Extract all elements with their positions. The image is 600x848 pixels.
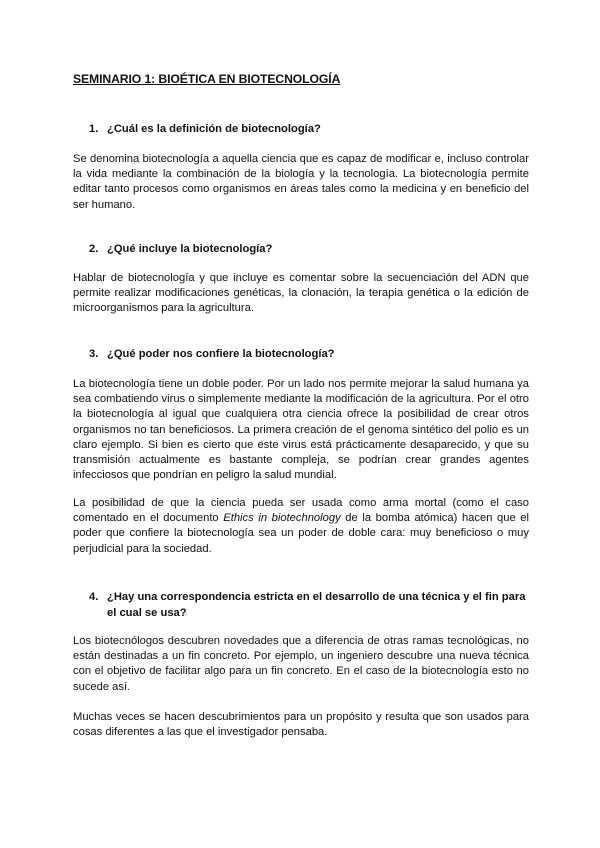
document-title: SEMINARIO 1: BIOÉTICA EN BIOTECNOLOGÍA (73, 72, 341, 86)
section-3-paragraph-1 (73, 377, 529, 483)
paragraph-line: cosas diferentes a las que el investigador pensaba. (73, 726, 328, 739)
section-question-continuation: el cual se usa? (107, 607, 187, 619)
section-2-heading (89, 241, 529, 257)
paragraph-line: microorganismos para la agricultura. (73, 302, 254, 315)
paragraph-line: permite realizar modificaciones genéticas, la clonación, la terapia genética o la edición de (73, 287, 529, 300)
paragraph-line: están destinadas a un fin concreto. Por ejemplo, un ingeniero descubre una nueva técnica (73, 650, 529, 663)
text-run: comentado en el documento (73, 512, 224, 525)
paragraph-line: ser humano. (73, 198, 136, 211)
section-number: 1. (89, 123, 99, 135)
text-run: de la bomba atómica) hacen que el (340, 512, 529, 525)
document-citation: Ethics in biotechnology (223, 512, 341, 525)
paragraph-line: Muchas veces se hacen descubrimientos para un propósito y resulta que son usados para (73, 711, 529, 723)
paragraph-line: Se denomina biotecnología a aquella ciencia que es capaz de modificar e, incluso controlar (73, 153, 529, 165)
section-2-paragraph-1 (73, 271, 529, 317)
section-3-heading (89, 346, 529, 362)
paragraph-line: con el objetivo de facilitar algo para un fin concreto. En el caso de la biotecnología esto no (73, 665, 529, 678)
section-question: ¿Qué poder nos confiere la biotecnología? (107, 348, 335, 360)
paragraph-line: la biotecnología al igual que cualquiera otra ciencia ofrece la posibilidad de crear otros (73, 408, 529, 421)
paragraph-line: editar tanto procesos como organismos en áreas tales como la medicina y en beneficio del (73, 183, 529, 196)
paragraph-line: Hablar de biotecnología y que incluye es comentar sobre la secuenciación del ADN que (73, 272, 529, 284)
section-4-paragraph-1 (73, 634, 529, 695)
paragraph-line: organismos no tan beneficiosos. La primera creación de el genoma sintético del polio es un (73, 423, 529, 436)
section-1-paragraph-1 (73, 152, 529, 213)
paragraph-line-mixed (73, 511, 529, 526)
section-question: ¿Cuál es la definición de biotecnología? (107, 123, 321, 135)
section-question: ¿Hay una correspondencia estricta en el desarrollo de una técnica y el fin para (107, 591, 526, 603)
paragraph-line: la vida mediante la combinación de la biología y la tecnología. La biotecnología permite (73, 168, 529, 181)
paragraph-line: sucede así. (73, 680, 131, 693)
paragraph-line: infecciosos que pondrían en peligro la salud mundial. (73, 469, 337, 482)
section-4-heading (89, 589, 539, 621)
paragraph-line: sea combatiendo virus o simplemente mediante la modificación de la agricultura. Por el otro (73, 393, 529, 406)
section-1-heading (89, 121, 529, 137)
section-question: ¿Qué incluye la biotecnología? (107, 243, 273, 255)
paragraph-line: claro ejemplo. Si bien es cierto que este virus está prácticamente desaparecido, y que su (73, 438, 529, 451)
paragraph-line: perjudicial para la sociedad. (73, 542, 212, 555)
section-number: 3. (89, 348, 99, 360)
section-4-paragraph-2 (73, 710, 529, 740)
paragraph-line: transmisión actualmente es bastante compleja, se podrían crear grandes agentes (73, 454, 529, 467)
section-3-paragraph-2 (73, 496, 529, 557)
paragraph-line: Los biotecnólogos descubren novedades que a diferencia de otras ramas tecnológicas, no (73, 635, 529, 647)
paragraph-line: La biotecnología tiene un doble poder. Por un lado nos permite mejorar la salud humana ya (73, 378, 529, 390)
paragraph-line: La posibilidad de que la ciencia pueda ser usada como arma mortal (como el caso (73, 497, 529, 509)
paragraph-line: poder que confiere la biotecnología sea un poder de doble cara: muy beneficioso o muy (73, 527, 529, 540)
section-number: 4. (89, 591, 99, 603)
section-number: 2. (89, 243, 99, 255)
